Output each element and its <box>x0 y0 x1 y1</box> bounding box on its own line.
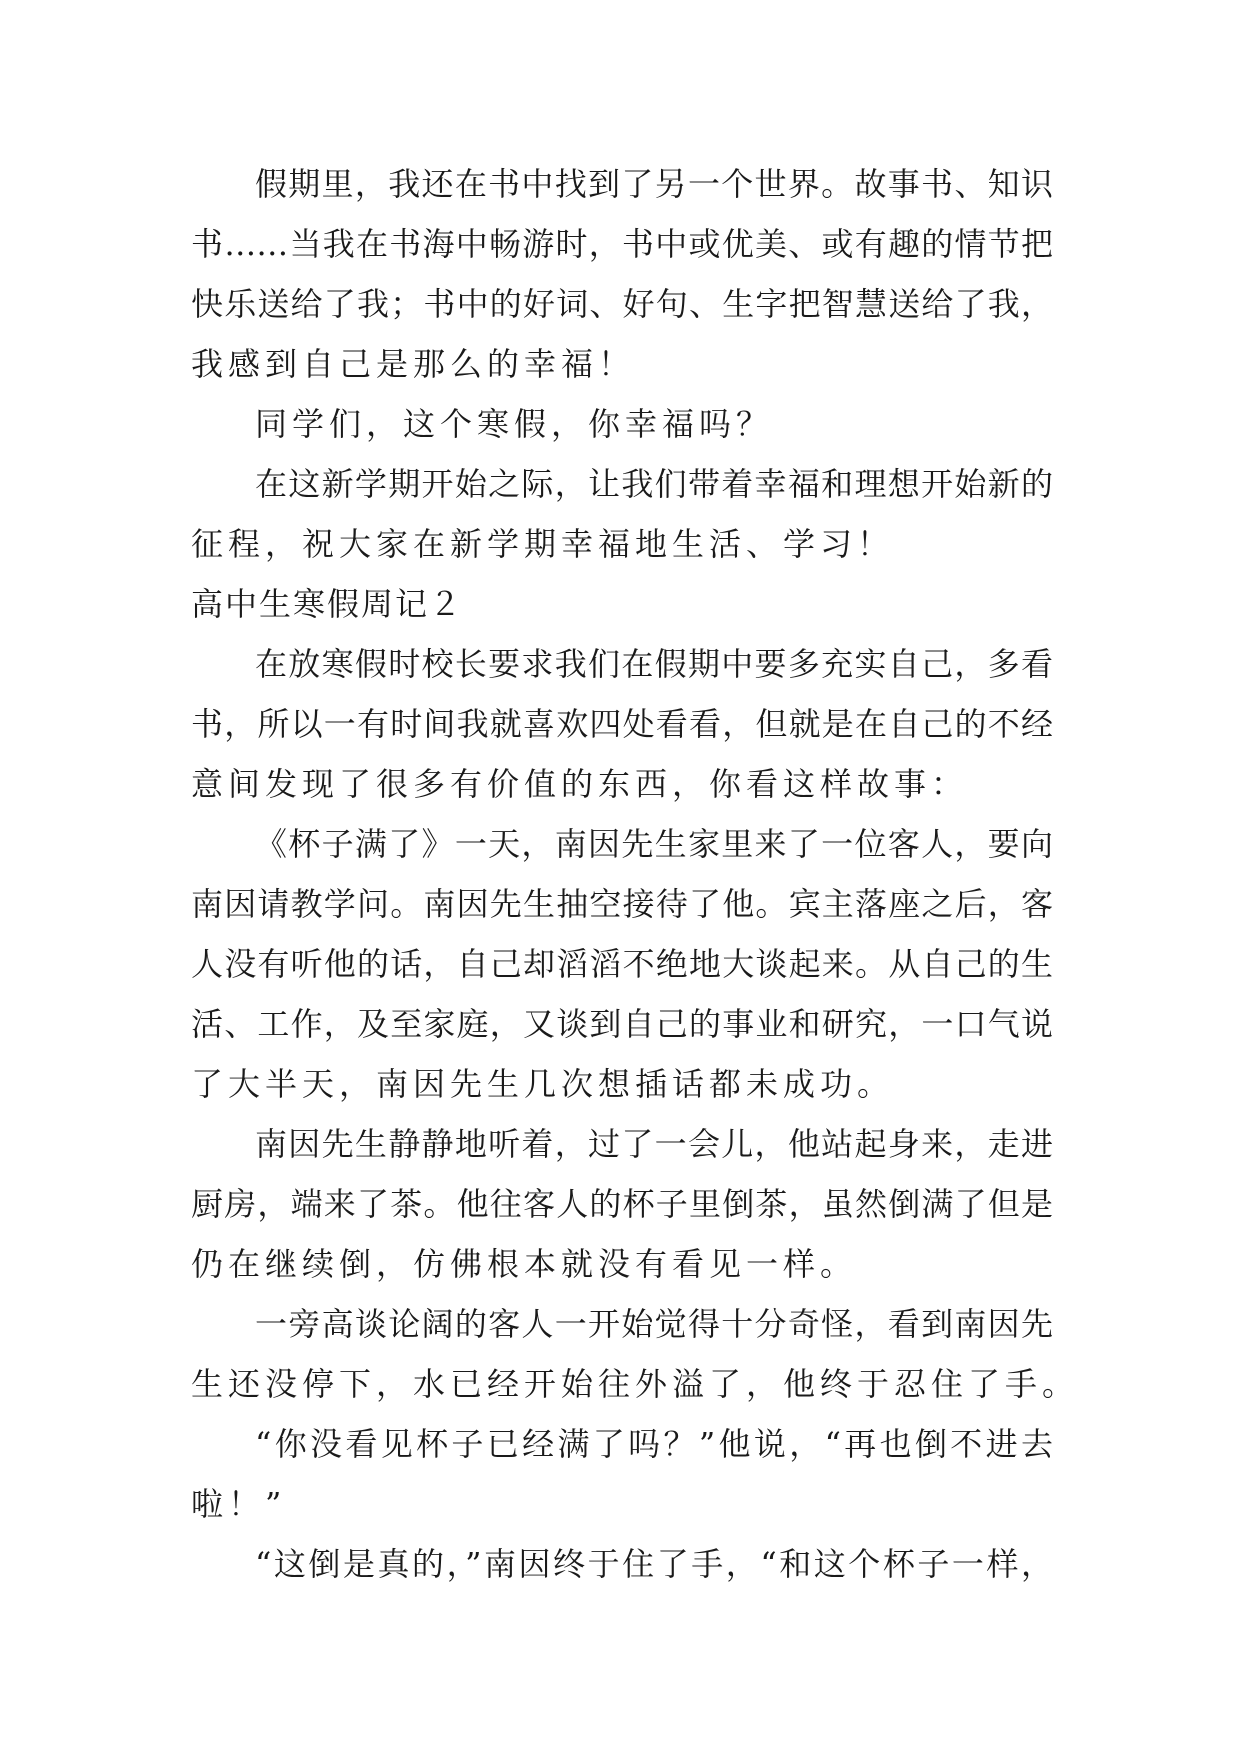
text-line: 我感到自己是那么的幸福！ <box>191 345 636 383</box>
text-line: 意间发现了很多有价值的东西，你看这样故事： <box>191 765 969 803</box>
text-line: 南因先生静静地听着，过了一会儿，他站起身来，走进 <box>255 1125 1053 1163</box>
text-line: 啦！” <box>191 1485 287 1523</box>
text-line: 《杯子满了》一天，南因先生家里来了一位客人，要向 <box>255 825 1053 863</box>
text-line: 假期里，我还在书中找到了另一个世界。故事书、知识 <box>255 165 1053 203</box>
text-line: 了大半天，南因先生几次想插话都未成功。 <box>191 1065 895 1103</box>
text-line: “你没看见杯子已经满了吗？”他说，“再也倒不进去 <box>255 1425 1053 1463</box>
text-line: 在放寒假时校长要求我们在假期中要多充实自己，多看 <box>255 645 1053 683</box>
text-line: 书……当我在书海中畅游时，书中或优美、或有趣的情节把 <box>191 225 1053 263</box>
text-line: 南因请教学问。南因先生抽空接待了他。宾主落座之后，客 <box>191 885 1053 923</box>
section-heading: 高中生寒假周记２ <box>191 585 464 623</box>
text-line: “这倒是真的，”南因终于住了手，“和这个杯子一样， <box>255 1545 1053 1583</box>
text-line: 征程，祝大家在新学期幸福地生活、学习！ <box>191 525 895 563</box>
text-line: 快乐送给了我；书中的好词、好句、生字把智慧送给了我， <box>191 285 1053 323</box>
text-line: 同学们，这个寒假，你幸福吗？ <box>255 405 774 443</box>
text-line: 生还没停下，水已经开始往外溢了，他终于忍住了手。 <box>191 1365 1080 1403</box>
text-line: 活、工作，及至家庭，又谈到自己的事业和研究，一口气说 <box>191 1005 1053 1043</box>
text-line: 人没有听他的话，自己却滔滔不绝地大谈起来。从自己的生 <box>191 945 1053 983</box>
text-line: 仍在继续倒，仿佛根本就没有看见一样。 <box>191 1245 858 1283</box>
text-line: 书，所以一有时间我就喜欢四处看看，但就是在自己的不经 <box>191 705 1053 743</box>
text-line: 厨房，端来了茶。他往客人的杯子里倒茶，虽然倒满了但是 <box>191 1185 1053 1223</box>
text-line: 一旁高谈论阔的客人一开始觉得十分奇怪，看到南因先 <box>255 1305 1053 1343</box>
document-page <box>191 154 1080 1594</box>
text-line: 在这新学期开始之际，让我们带着幸福和理想开始新的 <box>255 465 1053 503</box>
